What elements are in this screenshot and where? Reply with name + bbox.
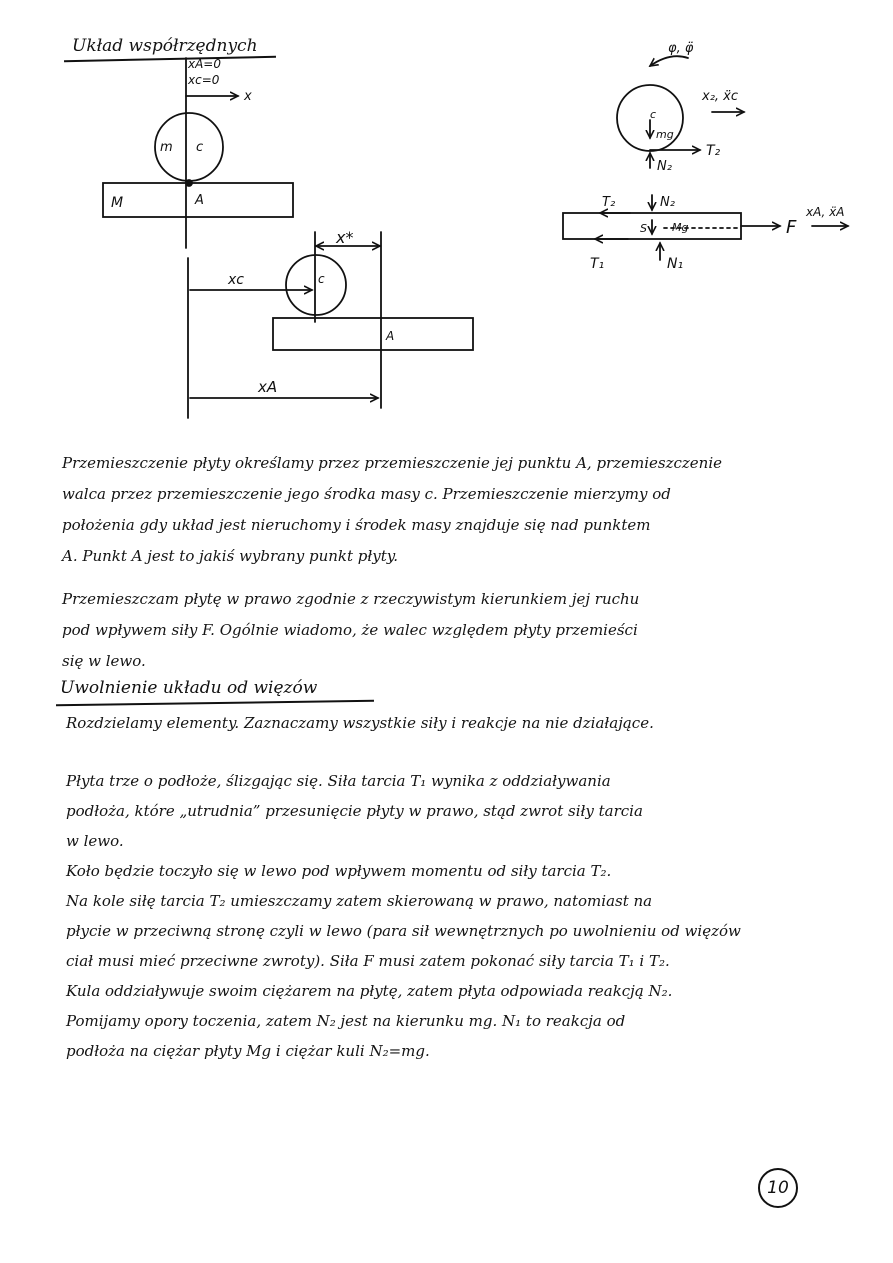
text-line: A. Punkt A jest to jakiś wybrany punkt płyty.	[62, 547, 399, 565]
n2-plate-label: N₂	[660, 195, 675, 210]
cylinder-circle-2	[286, 255, 346, 315]
force-F-label: F	[786, 217, 797, 238]
fbd-center-label: c	[650, 108, 657, 121]
paragraph-plate-motion	[62, 584, 639, 677]
paragraph-forces-explanation	[66, 766, 741, 1066]
cylinder-acceleration-label: x₂, ẍc	[702, 89, 739, 104]
x-axis-label: x	[244, 89, 252, 104]
text-line: Kula oddziaływuje swoim ciężarem na płytę, zatem płyta odpowiada reakcją N₂.	[66, 982, 673, 1000]
text-line: podłoża, które „utrudnia” przesunięcie płyty w prawo, stąd zwrot siły tarcia	[66, 802, 643, 820]
rotation-arrow	[650, 56, 688, 66]
text-line: Przemieszczenie płyty określamy przez przemieszczenie jej punktu A, przemieszczenie	[62, 454, 723, 472]
text-line: w lewo.	[66, 832, 124, 850]
contact-point-A	[186, 180, 192, 186]
xa-zero-label: xA=0	[188, 57, 221, 71]
xa-label: xA	[258, 378, 278, 396]
xc-label: xc	[228, 272, 244, 288]
text-line: Przemieszczam płytę w prawo zgodnie z rzeczywistym kierunkiem jej ruchu	[62, 590, 640, 608]
text-line: pod wpływem siły F. Ogólnie wiadomo, że walec względem płyty przemieści	[62, 621, 638, 639]
paragraph-separate-elements	[66, 708, 654, 739]
text-line: ciał musi mieć przeciwne zwroty). Siła F musi zatem pokonać siły tarcia T₁ i T₂.	[66, 952, 670, 970]
release-heading: Uwolnienie układu od więzów	[60, 678, 318, 698]
center-c-label: c	[196, 140, 204, 155]
t2-label: T₂	[706, 143, 721, 159]
figure-displaced-position	[188, 232, 473, 418]
t2-plate-label: T₂	[602, 195, 616, 210]
text-line: podłoża na ciężar płyty Mg i ciężar kuli N₂=mg.	[66, 1042, 430, 1060]
center-c-label-2: c	[318, 272, 325, 286]
text-line: Pomijamy opory toczenia, zatem N₂ jest na kierunku mg. N₁ to reakcja od	[66, 1012, 626, 1030]
n2-label: N₂	[657, 159, 672, 174]
cylinder-mass-label: m	[160, 140, 173, 155]
paragraph-displacement-definition	[62, 448, 722, 572]
weight-Mg-label: Mg	[672, 221, 689, 234]
text-line: walca przez przemieszczenie jego środka masy c. Przemieszczenie mierzymy od	[62, 485, 671, 503]
release-heading-underline	[56, 700, 374, 706]
text-line: Rozdzielamy elementy. Zaznaczamy wszystkie siły i reakcje na nie działające.	[66, 714, 654, 732]
xstar-label: x*	[336, 228, 354, 247]
weight-mg-label: mg	[656, 128, 674, 141]
plate-mass-label: M	[111, 195, 124, 211]
t1-label: T₁	[590, 256, 605, 272]
xc-zero-label: xc=0	[188, 73, 220, 87]
page-number: 10	[758, 1168, 798, 1208]
n1-label: N₁	[667, 256, 684, 272]
text-line: Na kole siłę tarcia T₂ umieszczamy zatem skierowaną w prawo, natomiast na	[66, 892, 653, 910]
fbd-cylinder	[617, 56, 744, 168]
mechanics-figures	[0, 0, 893, 430]
plate-rect-2	[273, 318, 473, 350]
coordinates-heading: Układ współrzędnych	[72, 36, 258, 56]
rotation-label: φ, φ̈	[668, 41, 694, 56]
text-line: Koło będzie toczyło się w lewo pod wpływem momentu od siły tarcia T₂.	[66, 862, 612, 880]
text-line: płycie w przeciwną stronę czyli w lewo (para sił wewnętrznych po uwolnieniu od więzów	[66, 922, 741, 940]
centroid-s-label: S	[640, 222, 647, 235]
plate-acceleration-label: xA, ẍA	[806, 205, 845, 219]
text-line: Płyta trze o podłoże, ślizgając się. Siła tarcia T₁ wynika z oddziaływania	[66, 772, 611, 790]
point-A-label-2: A	[386, 329, 395, 343]
text-line: się w lewo.	[62, 652, 146, 670]
text-line: położenia gdy układ jest nieruchomy i środek masy znajduje się nad punktem	[62, 516, 651, 534]
point-A-label: A	[195, 193, 204, 208]
